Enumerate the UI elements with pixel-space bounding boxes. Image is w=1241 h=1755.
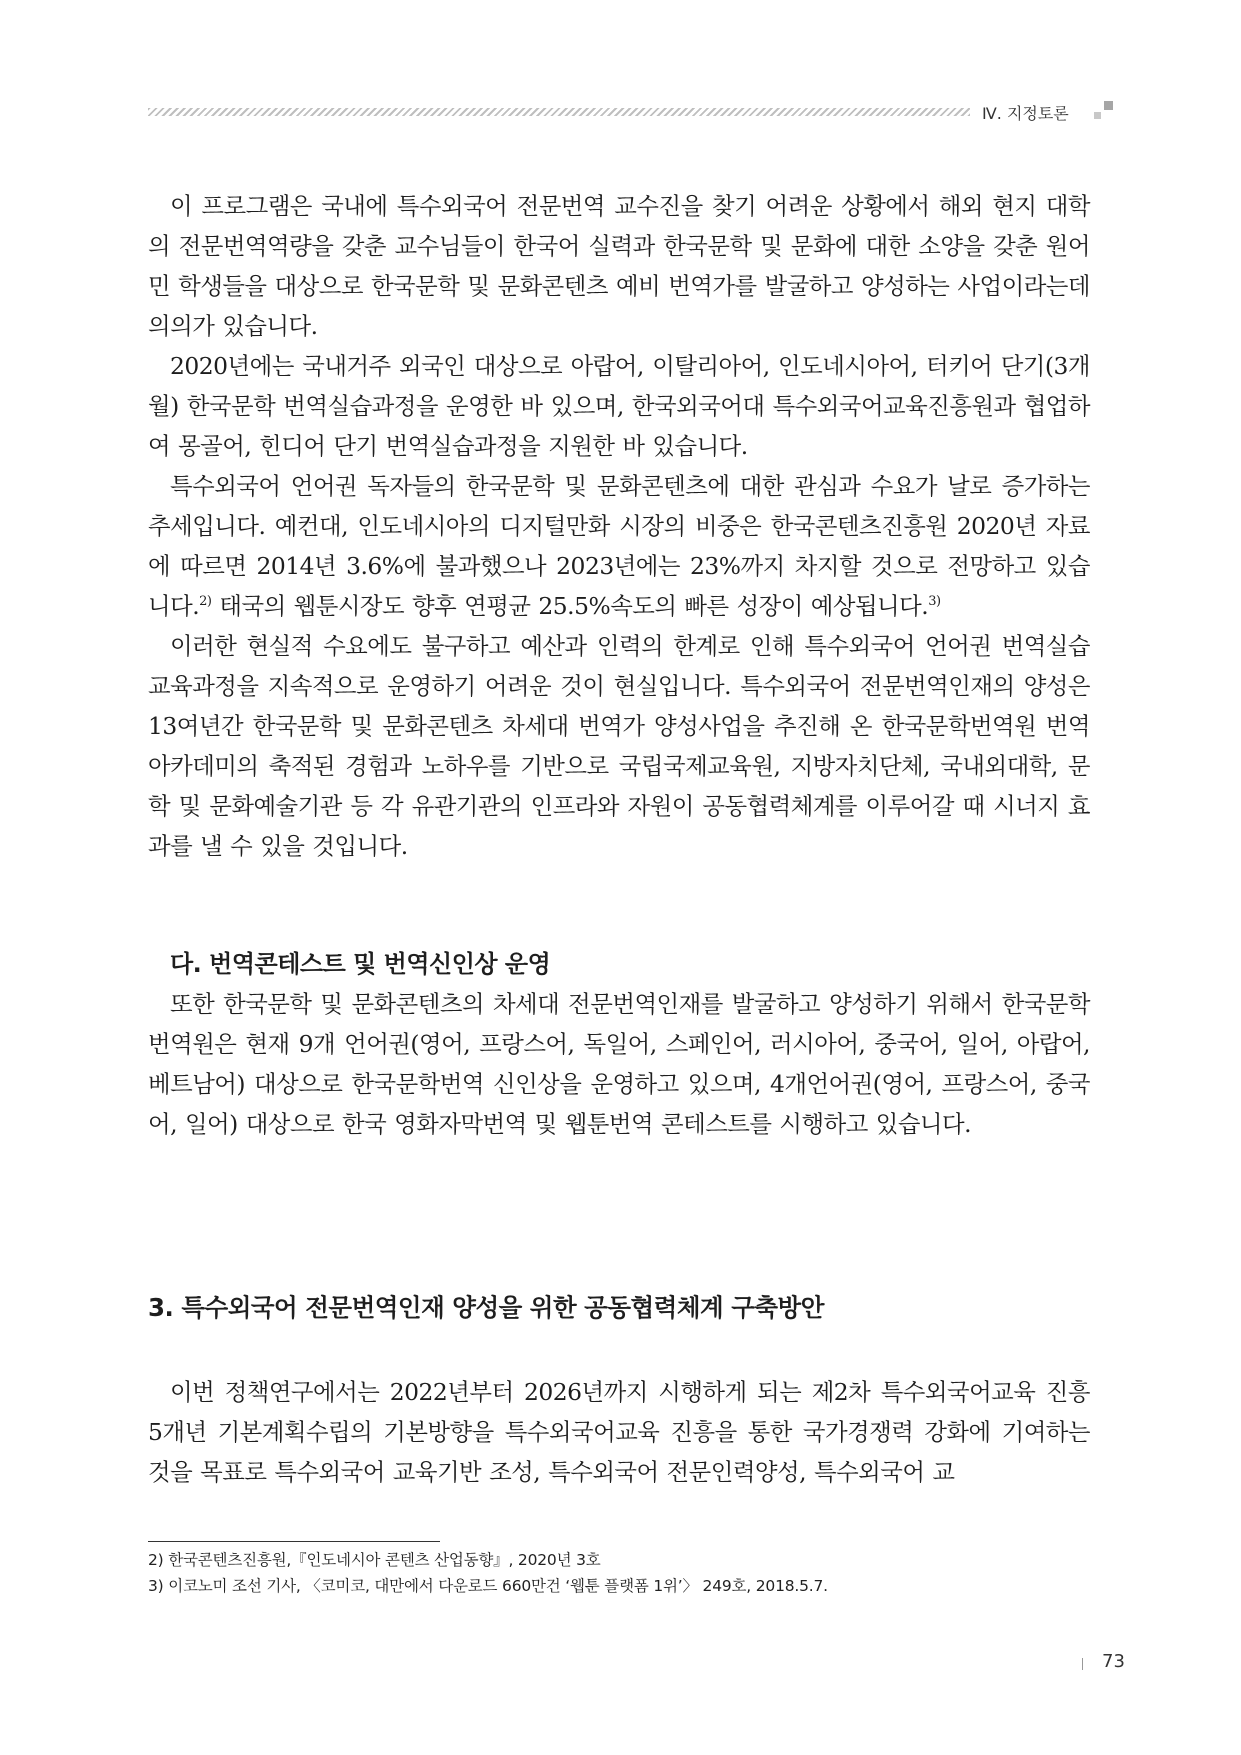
header-square-mark — [1104, 101, 1113, 110]
page-number-separator — [1082, 1658, 1083, 1670]
paragraph-demand-text: 특수외국어 언어권 독자들의 한국문학 및 문화콘텐츠에 대한 관심과 수요가 날로 증가하는 추세입니다. 예컨대, 인도네시아의 디지털만화 시장의 비중은 한국콘텐츠진흥원 2020년 자료에 따르면 2014년 3.6%에 불과했으나 2023년에는 23%까지 차지할 것으로 전망하고 있습니다. — [148, 472, 1090, 620]
paragraph-2020-courses: 2020년에는 국내거주 외국인 대상으로 아랍어, 이탈리아어, 인도네시아어, 터키어 단기(3개월) 한국문학 번역실습과정을 운영한 바 있으며, 한국외국어대 특수외국어교육진흥원과 협업하여 몽골어, 힌디어 단기 번역실습과정을 지원한 바 있습니다. — [148, 352, 1090, 460]
paragraph-policy-research: 이번 정책연구에서는 2022년부터 2026년까지 시행하게 되는 제2차 특수외국어교육 진흥 5개년 기본계획수립의 기본방향을 특수외국어교육 진흥을 통한 국가경쟁력 강화에 기여하는 것을 목표로 특수외국어 교육기반 조성, 특수외국어 전문인력양성, 특수외국어 교 — [148, 1378, 1090, 1486]
page-number: 73 — [1102, 1651, 1125, 1672]
footnote-ref-3[interactable]: 3) — [928, 594, 941, 609]
subheading-contest: 다. 번역콘테스트 및 번역신인상 운영 — [170, 950, 551, 978]
header-square-mark-small — [1094, 112, 1101, 119]
header-hatched-bar — [148, 108, 970, 116]
paragraph-program-significance: 이 프로그램은 국내에 특수외국어 전문번역 교수진을 찾기 어려운 상황에서 해외 현지 대학의 전문번역역량을 갖춘 교수님들이 한국어 실력과 한국문학 및 문화에 대한 소양을 갖춘 원어민 학생들을 대상으로 한국문학 및 문화콘텐츠 예비 번역가를 발굴하고 양성하는 사업이라는데 의의가 있습니다. — [148, 192, 1090, 340]
paragraph-contest: 또한 한국문학 및 문화콘텐츠의 차세대 전문번역인재를 발굴하고 양성하기 위해서 한국문학번역원은 현재 9개 언어권(영어, 프랑스어, 독일어, 스페인어, 러시아어, 중국어, 일어, 아랍어, 베트남어) 대상으로 한국문학번역 신인상을 운영하고 있으며, 4개언어권(영어, 프랑스어, 중국어, 일어) 대상으로 한국 영화자막번역 및 웹툰번역 콘테스트를 시행하고 있습니다. — [148, 990, 1090, 1138]
paragraph-limitations: 이러한 현실적 수요에도 불구하고 예산과 인력의 한계로 인해 특수외국어 언어권 번역실습 교육과정을 지속적으로 운영하기 어려운 것이 현실입니다. 특수외국어 전문번역인재의 양성은 13여년간 한국문학 및 문화콘텐츠 차세대 번역가 양성사업을 추진해 온 한국문학번역원 번역아카데미의 축적된 경험과 노하우를 기반으로 국립국제교육원, 지방자치단체, 국내외대학, 문학 및 문화예술기관 등 각 유관기관의 인프라와 자원이 공동협력체계를 이루어갈 때 시너지 효과를 낼 수 있을 것입니다. — [148, 632, 1090, 860]
paragraph-demand-tail: 태국의 웹툰시장도 향후 연평균 25.5%속도의 빠른 성장이 예상됩니다. — [211, 592, 929, 620]
paragraph-demand-growth — [148, 466, 1090, 626]
footnote-2: 2) 한국콘텐츠진흥원,『인도네시아 콘텐츠 산업동향』, 2020년 3호 — [148, 1551, 601, 1569]
footnote-divider — [148, 1541, 440, 1542]
footnote-ref-2[interactable]: 2) — [199, 594, 212, 609]
section-heading-3: 3. 특수외국어 전문번역인재 양성을 위한 공동협력체계 구축방안 — [148, 1293, 824, 1322]
running-header-title: Ⅳ. 지정토론 — [982, 104, 1069, 123]
footnote-3: 3) 이코노미 조선 기사, 〈코미코, 대만에서 다운로드 660만건 ‘웹툰 플랫폼 1위’〉 249호, 2018.5.7. — [148, 1577, 828, 1595]
